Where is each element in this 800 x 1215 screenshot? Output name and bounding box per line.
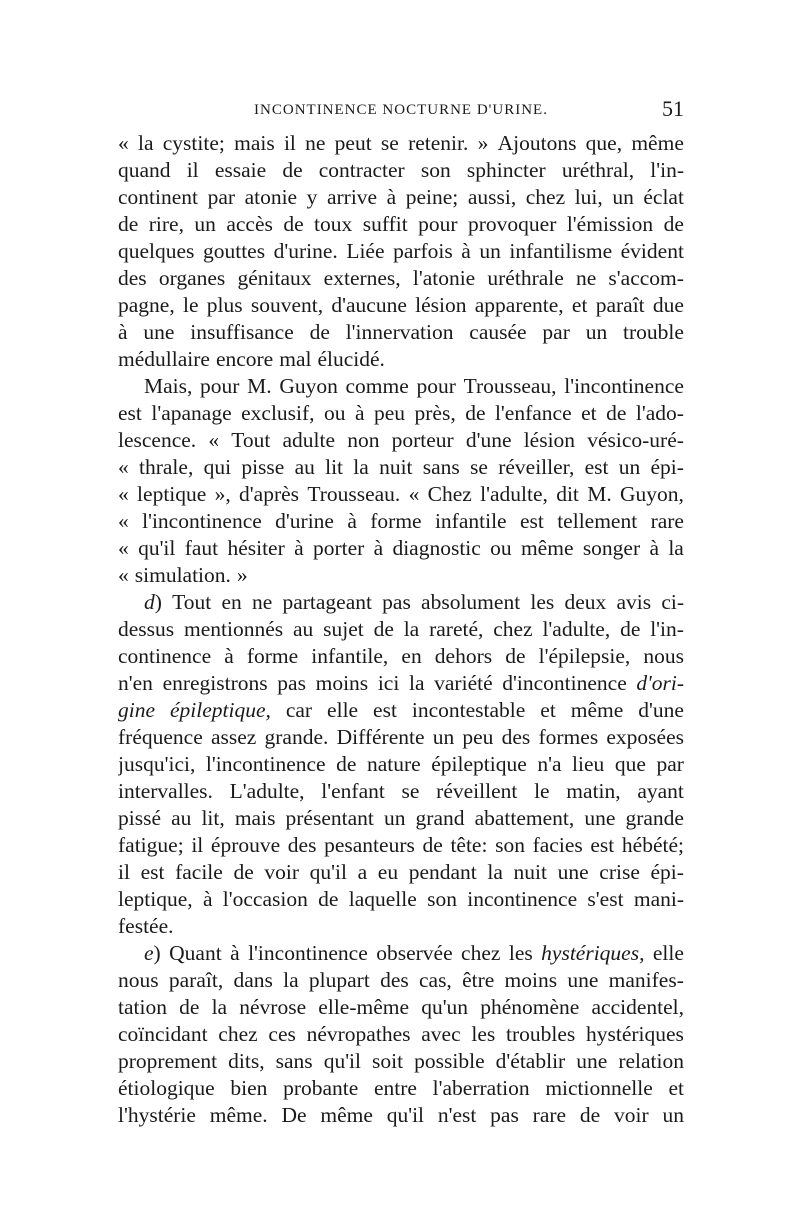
text-line: n'en enregistrons pas moins ici la variété d'incontinence d'ori- (118, 671, 684, 695)
text-line: « thrale, qui pisse au lit la nuit sans se réveiller, est un épi- (118, 455, 684, 479)
text-line: « qu'il faut hésiter à porter à diagnostic ou même songer à la (118, 536, 684, 560)
running-title: INCONTINENCE NOCTURNE D'URINE. (254, 102, 548, 118)
text-line: e) Quant à l'incontinence observée chez les hystériques, elle (144, 941, 684, 965)
text-line: « simulation. » (118, 563, 248, 587)
text-line: « l'incontinence d'urine à forme infantile est tellement rare (118, 509, 684, 533)
text-line: tation de la névrose elle-même qu'un phénomène accidentel, (118, 995, 684, 1019)
text-line: quand il essaie de contracter son sphincter uréthral, l'in- (118, 158, 684, 182)
text-line: leptique, à l'occasion de laquelle son incontinence s'est mani- (118, 887, 684, 911)
text-line: intervalles. L'adulte, l'enfant se réveillent le matin, ayant (118, 779, 684, 803)
text-line: pagne, le plus souvent, d'aucune lésion apparente, et paraît due (118, 293, 684, 317)
text-line: gine épileptique, car elle est incontestable et même d'une (118, 698, 684, 722)
text-line: fatigue; il éprouve des pesanteurs de tête: son facies est hébété; (118, 833, 684, 857)
text-line: il est facile de voir qu'il a eu pendant la nuit une crise épi- (118, 860, 684, 884)
text-line: coïncidant chez ces névropathes avec les troubles hystériques (118, 1022, 684, 1046)
text-line: d) Tout en ne partageant pas absolument les deux avis ci- (144, 590, 684, 614)
text-line: Mais, pour M. Guyon comme pour Trousseau, l'incontinence (144, 374, 684, 398)
text-line: nous paraît, dans la plupart des cas, être moins une manifes- (118, 968, 684, 992)
text-line: « leptique », d'après Trousseau. « Chez l'adulte, dit M. Guyon, (118, 482, 684, 506)
text-line: quelques gouttes d'urine. Liée parfois à un infantilisme évident (118, 239, 684, 263)
text-line: fréquence assez grande. Différente un peu des formes exposées (118, 725, 684, 749)
text-line: continent par atonie y arrive à peine; aussi, chez lui, un éclat (118, 185, 684, 209)
text-line: à une insuffisance de l'innervation causée par un trouble (118, 320, 684, 344)
page-number: 51 (662, 96, 684, 121)
text-line: festée. (118, 914, 174, 938)
text-line: des organes génitaux externes, l'atonie uréthrale ne s'accom- (118, 266, 684, 290)
text-line: dessus mentionnés au sujet de la rareté, chez l'adulte, de l'in- (118, 617, 684, 641)
text-line: médullaire encore mal élucidé. (118, 347, 385, 371)
text-line: « la cystite; mais il ne peut se retenir. » Ajoutons que, même (118, 131, 684, 155)
text-line: de rire, un accès de toux suffit pour provoquer l'émission de (118, 212, 684, 236)
text-line: pissé au lit, mais présentant un grand abattement, une grande (118, 806, 684, 830)
text-line: lescence. « Tout adulte non porteur d'une lésion vésico-uré- (118, 428, 684, 452)
text-line: étiologique bien probante entre l'aberration mictionnelle et (118, 1076, 684, 1100)
text-line: proprement dits, sans qu'il soit possible d'établir une relation (118, 1049, 684, 1073)
body-text (118, 130, 684, 1129)
text-line: l'hystérie même. De même qu'il n'est pas rare de voir un (118, 1103, 684, 1127)
page-header (118, 98, 684, 122)
text-line: jusqu'ici, l'incontinence de nature épileptique n'a lieu que par (118, 752, 684, 776)
text-line: est l'apanage exclusif, ou à peu près, de l'enfance et de l'ado- (118, 401, 684, 425)
text-line: continence à forme infantile, en dehors de l'épilepsie, nous (118, 644, 684, 668)
